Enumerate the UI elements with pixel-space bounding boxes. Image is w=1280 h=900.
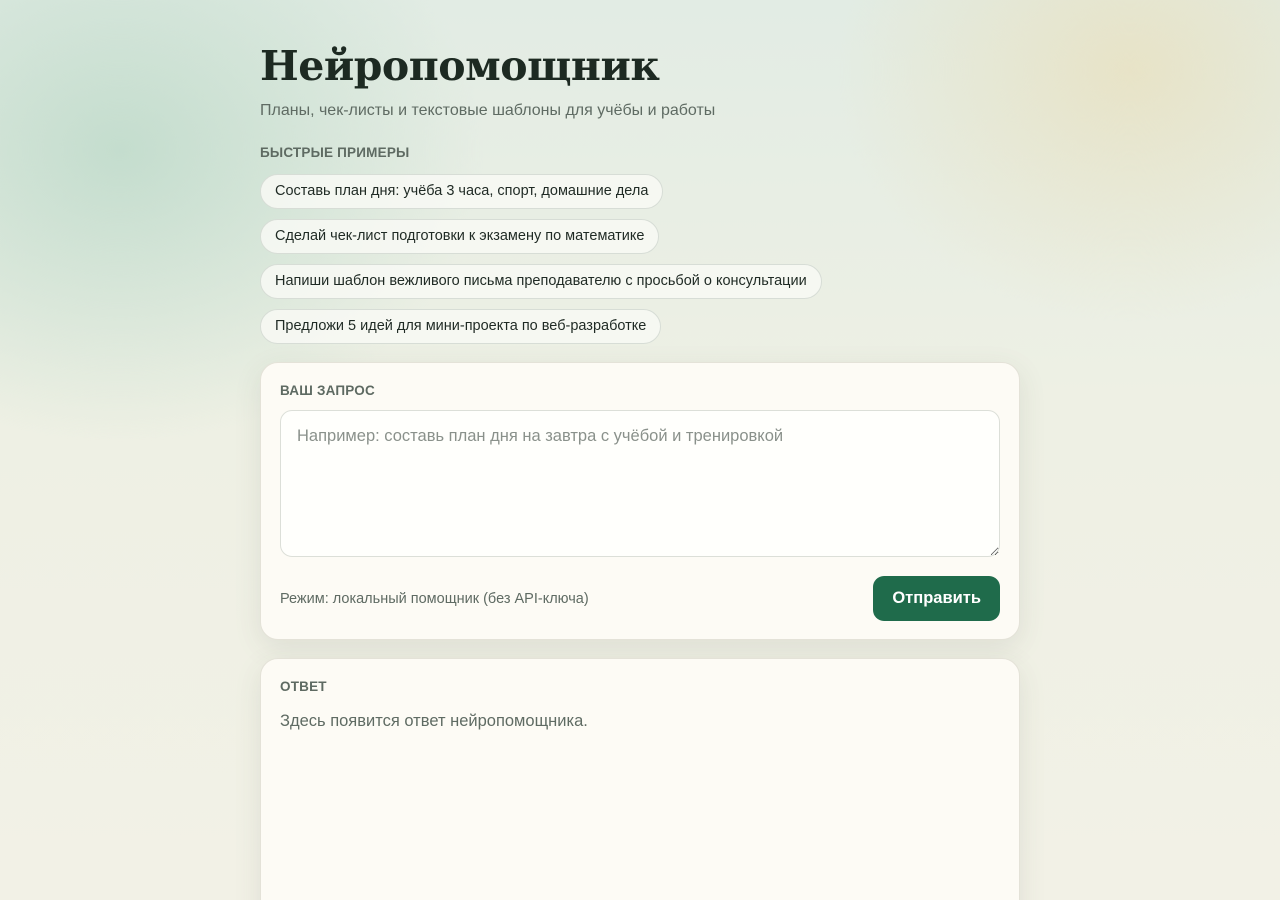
answer-card	[260, 658, 1020, 900]
example-chip-day-plan[interactable]: Составь план дня: учёба 3 часа, спорт, домашние дела	[260, 174, 663, 209]
mode-text: Режим: локальный помощник (без API-ключа)	[280, 590, 589, 607]
example-chip-letter-template[interactable]: Напиши шаблон вежливого письма преподавателю с просьбой о консультации	[260, 264, 822, 299]
examples-label: БЫСТРЫЕ ПРИМЕРЫ	[260, 145, 410, 160]
example-chip-project-ideas[interactable]: Предложи 5 идей для мини-проекта по веб-разработке	[260, 309, 661, 344]
example-chip-exam-checklist[interactable]: Сделай чек-лист подготовки к экзамену по математике	[260, 219, 659, 254]
examples-list	[260, 174, 1020, 344]
send-button[interactable]: Отправить	[873, 576, 1000, 621]
answer-label: ОТВЕТ	[280, 679, 327, 694]
request-input[interactable]	[280, 410, 1000, 557]
request-card	[260, 362, 1020, 640]
page-title: Нейропомощник	[260, 42, 660, 90]
page-subtitle: Планы, чек-листы и текстовые шаблоны для учёбы и работы	[260, 102, 716, 119]
main-container	[260, 0, 1020, 900]
answer-text: Здесь появится ответ нейропомощника.	[280, 712, 588, 730]
request-footer	[280, 576, 1000, 621]
request-label: ВАШ ЗАПРОС	[280, 383, 375, 398]
